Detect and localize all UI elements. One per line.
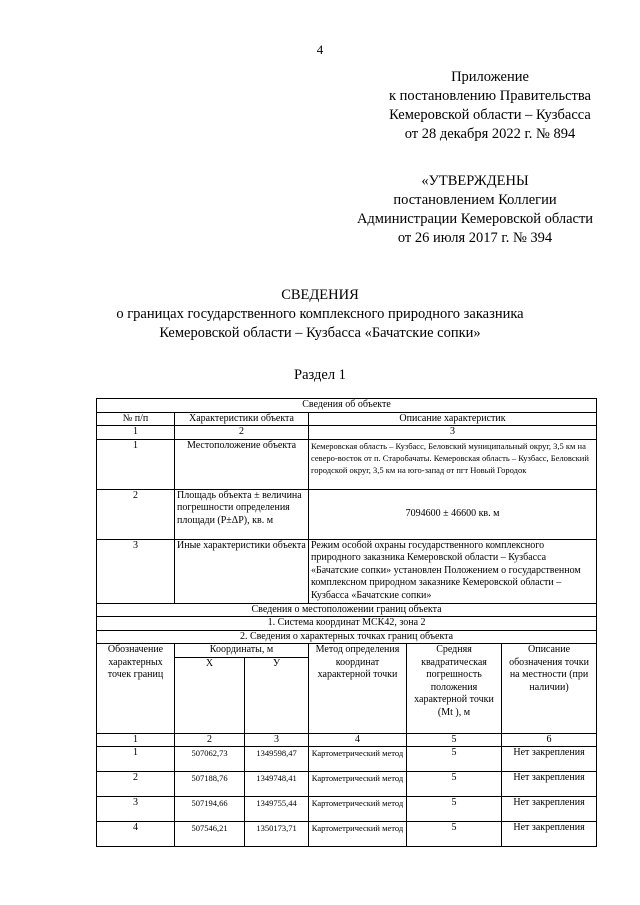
row-desc: Кемеровская область – Кузбасс, Беловский муниципальный округ, 3,5 км на северо-восток от п. Старобачаты. Кемеровская область – Кузбасс, Беловский городской округ, 3,5 км на юго-запад от пгт Новый Городок	[309, 439, 597, 489]
pt-mt: 5	[407, 822, 502, 847]
appendix-line: от 28 декабря 2022 г. № 894	[404, 126, 576, 142]
pt-method: Картометрический метод	[309, 797, 407, 822]
pt-col-index: 3	[245, 733, 309, 747]
title-line: Кемеровской области – Кузбасса «Бачатские сопки»	[159, 325, 481, 341]
approved-block	[340, 172, 610, 248]
pt-x: 507546,21	[175, 822, 245, 847]
pt-col-index: 5	[407, 733, 502, 747]
table-row	[97, 772, 597, 797]
section-title: Раздел 1	[294, 367, 346, 383]
appendix-line: Приложение	[451, 69, 529, 85]
pt-name: 4	[97, 822, 175, 847]
coord-system: 1. Система координат МСК42, зона 2	[97, 617, 597, 631]
document-title	[0, 286, 640, 343]
pt-col-coords: Координаты, м	[175, 644, 309, 658]
location-header: Сведения о местоположении границ объекта	[97, 603, 597, 617]
pt-name: 1	[97, 747, 175, 772]
pt-col-index: 1	[97, 733, 175, 747]
table-row	[97, 822, 597, 847]
title-line: о границах государственного комплексного природного заказника	[116, 306, 524, 322]
row-desc: Режим особой охраны государственного комплексного природного заказника Кемеровской области – Кузбасса «Бачатские сопки» установлен Положением о государственном комплексном природном заказнике Кемеровской области – Кузбасса «Бачатские сопки»	[309, 539, 597, 603]
row-num: 3	[97, 539, 175, 603]
page-number: 4	[316, 42, 324, 57]
row-num: 2	[97, 489, 175, 539]
pt-name: 3	[97, 797, 175, 822]
approved-line: Администрации Кемеровской области	[356, 211, 594, 227]
pt-col-index: 6	[502, 733, 597, 747]
pt-y: 1350173,71	[245, 822, 309, 847]
pt-descr: Нет закрепления	[502, 747, 597, 772]
approved-line: «УТВЕРЖДЕНЫ	[421, 173, 529, 189]
pt-col-error: Средняя квадратическая погрешность положения характерной точки (Mt ), м	[407, 644, 502, 734]
col-header-desc: Описание характеристик	[309, 412, 597, 426]
pt-col-index: 2	[175, 733, 245, 747]
pt-col-index: 4	[309, 733, 407, 747]
pt-col-y: У	[245, 657, 309, 733]
col-header-char: Характеристики объекта	[175, 412, 309, 426]
pt-descr: Нет закрепления	[502, 797, 597, 822]
pt-x: 507062,73	[175, 747, 245, 772]
row-num: 1	[97, 439, 175, 489]
pt-descr: Нет закрепления	[502, 772, 597, 797]
row-desc: 7094600 ± 46600 кв. м	[309, 489, 597, 539]
pt-descr: Нет закрепления	[502, 822, 597, 847]
col-index: 2	[175, 426, 309, 440]
col-index: 1	[97, 426, 175, 440]
pt-x: 507188,76	[175, 772, 245, 797]
pt-y: 1349755,44	[245, 797, 309, 822]
appendix-block	[370, 68, 610, 144]
approved-line: от 26 июля 2017 г. № 394	[397, 230, 553, 246]
row-char: Площадь объекта ± величина погрешности определения площади (Р±ΔР), кв. м	[175, 489, 309, 539]
pt-col-name: Обозначение характерных точек границ	[97, 644, 175, 734]
pt-mt: 5	[407, 747, 502, 772]
col-index: 3	[309, 426, 597, 440]
points-header: 2. Сведения о характерных точках границ объекта	[97, 630, 597, 644]
pt-method: Картометрический метод	[309, 747, 407, 772]
appendix-line: Кемеровской области – Кузбасса	[389, 107, 591, 123]
row-char: Иные характеристики объекта	[175, 539, 309, 603]
pt-y: 1349748,41	[245, 772, 309, 797]
col-header-num: № п/п	[97, 412, 175, 426]
title-heading: СВЕДЕНИЯ	[281, 287, 359, 303]
row-char: Местоположение объекта	[175, 439, 309, 489]
pt-col-x: Х	[175, 657, 245, 733]
object-info-header: Сведения об объекте	[97, 399, 597, 413]
approved-line: постановлением Коллегии	[393, 192, 557, 208]
object-info-table	[96, 398, 597, 847]
pt-method: Картометрический метод	[309, 772, 407, 797]
pt-method: Картометрический метод	[309, 822, 407, 847]
pt-y: 1349598,47	[245, 747, 309, 772]
table-row	[97, 747, 597, 772]
pt-col-method: Метод определения координат характерной точки	[309, 644, 407, 734]
pt-mt: 5	[407, 797, 502, 822]
pt-x: 507194,66	[175, 797, 245, 822]
pt-col-descr: Описание обозначения точки на местности (при наличии)	[502, 644, 597, 734]
appendix-line: к постановлению Правительства	[389, 88, 591, 104]
table-row	[97, 797, 597, 822]
pt-mt: 5	[407, 772, 502, 797]
pt-name: 2	[97, 772, 175, 797]
